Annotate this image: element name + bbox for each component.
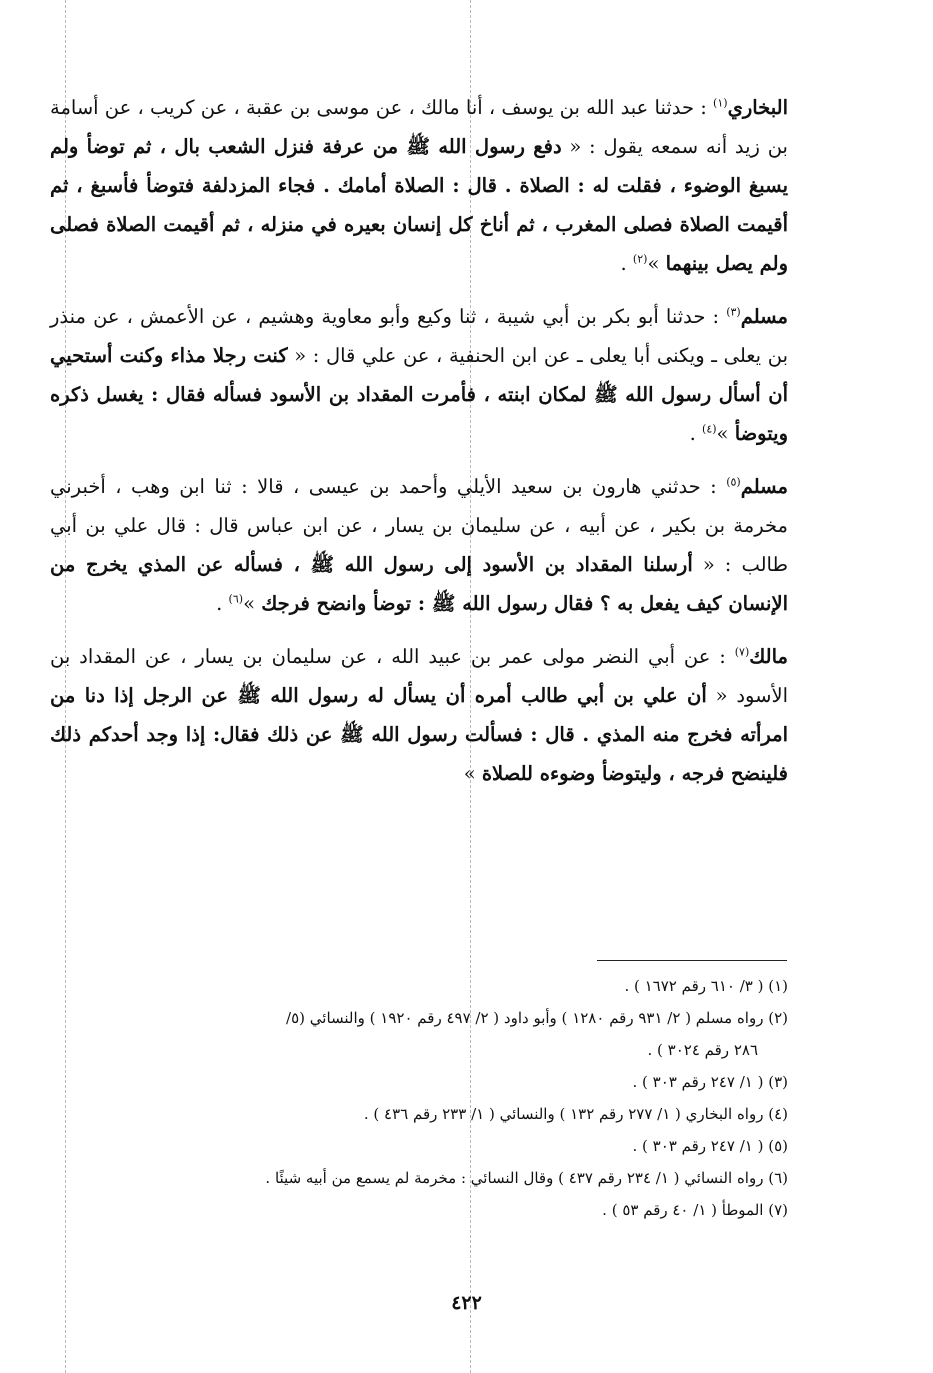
hadith-paragraph xyxy=(50,637,788,793)
bold-text: أن علي بن أبي طالب أمره أن يسأل له رسول الله ﷺ عن الرجل إذا دنا من امرأته فخرج منه المذي . قال : فسألت رسول الله ﷺ عن ذلك فقال: إذا وجد أحدكم ذلك فلينضح فرجه ، وليتوضأ وضوءه للصلاة xyxy=(50,684,788,785)
footnote: (٢) رواه مسلم ( ٢/ ٩٣١ رقم ١٢٨٠ ) وأبو داود ( ٢/ ٤٩٧ رقم ١٩٢٠ ) والنسائي (٥/ xyxy=(286,1009,788,1027)
footnote-separator xyxy=(597,960,787,961)
footnote: (٣) ( ١/ ٢٤٧ رقم ٣٠٣ ) . xyxy=(632,1073,788,1091)
hadith-paragraph xyxy=(50,88,788,283)
footnote-ref: (٤) xyxy=(702,422,717,436)
bold-text: دفع رسول الله ﷺ من عرفة فنزل الشعب بال ، ثم توضأ ولم يسبغ الوضوء ، فقلت له : الصلاة . قال : الصلاة أمامك . فجاء المزدلفة فتوضأ فأسبغ ، ثم أقيمت الصلاة فصلى المغرب ، ثم أناخ كل إنسان بعيره في منزله ، ثم أقيمت الصلاة فصلى ولم يصل بينهما xyxy=(50,135,788,275)
footnote-ref: (٧) xyxy=(734,645,750,659)
text-run: » xyxy=(647,252,666,275)
footnote-ref: (٣) xyxy=(726,305,741,319)
text-run: : حدثنا أبو بكر بن أبي شيبة ، ثنا وكيع وأبو معاوية وهشيم ، عن الأعمش ، عن منذر بن يعلى ـ ويكنى أبا يعلى ـ عن ابن الحنفية ، عن علي قال : « xyxy=(50,305,788,367)
hadith-paragraph xyxy=(50,297,788,453)
footnote-ref: (٦) xyxy=(228,592,244,606)
bold-text: مسلم xyxy=(740,305,788,328)
text-run: . xyxy=(216,592,229,615)
footnote: (٦) رواه النسائي ( ١/ ٢٣٤ رقم ٤٣٧ ) وقال النسائي : مخرمة لم يسمع من أبيه شيئًا . xyxy=(265,1169,788,1187)
bold-text: مسلم xyxy=(740,475,788,498)
footnote: (٤) رواه البخاري ( ١/ ٢٧٧ رقم ١٣٢ ) والنسائي ( ١/ ٢٣٣ رقم ٤٣٦ ) . xyxy=(363,1105,788,1123)
text-run: . xyxy=(620,252,633,275)
footnote: (٧) الموطأ ( ١/ ٤٠ رقم ٥٣ ) . xyxy=(602,1201,788,1219)
footnote-ref: (٢) xyxy=(632,252,648,266)
footnote: (٥) ( ١/ ٢٤٧ رقم ٣٠٣ ) . xyxy=(632,1137,788,1155)
hadith-paragraph xyxy=(50,467,788,623)
bold-text: أرسلنا المقداد بن الأسود إلى رسول الله ﷺ ، فسأله عن المذي يخرج من الإنسان كيف يفعل به ؟ فقال رسول الله ﷺ : توضأ وانضح فرجك xyxy=(50,553,788,615)
text-run: . xyxy=(689,422,703,445)
text-run: : حدثنا عبد الله بن يوسف ، أنا مالك ، عن موسى بن عقبة ، عن كريب ، عن أسامة بن زيد أنه سمعه يقول : « xyxy=(50,96,788,158)
footnotes xyxy=(50,970,788,1226)
text-run: » xyxy=(243,592,262,615)
footnote: (١) ( ٣/ ٦١٠ رقم ١٦٧٢ ) . xyxy=(624,977,788,995)
body-text xyxy=(50,88,788,807)
footnote-continuation: ٢٨٦ رقم ٣٠٢٤ ) . xyxy=(647,1041,758,1059)
bold-text: مالك xyxy=(749,645,788,668)
text-run: » xyxy=(716,422,735,445)
text-run: » xyxy=(463,762,482,785)
footnote-ref: (٥) xyxy=(726,475,741,489)
footnote-ref: (١) xyxy=(713,96,728,110)
bold-text: كنت رجلا مذاء وكنت أستحيي أن أسأل رسول الله ﷺ لمكان ابنته ، فأمرت المقداد بن الأسود فسأله فقال : يغسل ذكره ويتوضأ xyxy=(50,344,788,445)
page-number: ٤٢٢ xyxy=(451,1292,482,1314)
text-run: : حدثني هارون بن سعيد الأيلي وأحمد بن عيسى ، قالا : ثنا ابن وهب ، أخبرني مخرمة بن بكير ، عن أبيه ، عن سليمان بن يسار ، عن ابن عباس قال : قال علي بن أبي طالب : « xyxy=(50,475,788,576)
text-run: : عن أبي النضر مولى عمر بن عبيد الله ، عن سليمان بن يسار ، عن المقداد بن الأسود « xyxy=(50,645,788,707)
bold-text: البخاري xyxy=(727,96,789,119)
